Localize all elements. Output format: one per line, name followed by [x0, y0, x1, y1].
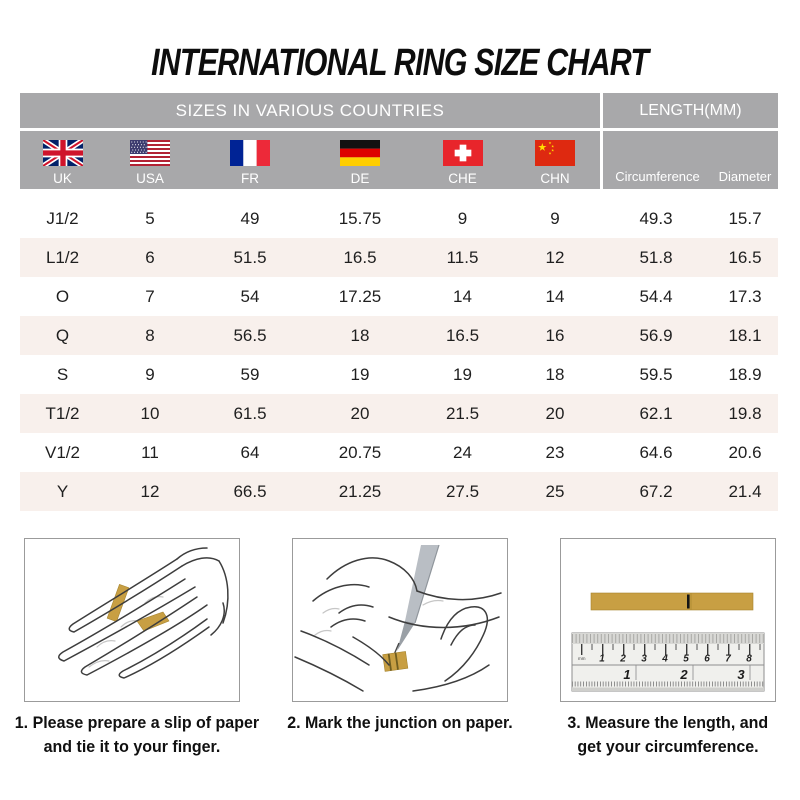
cell-usa: 6: [145, 247, 155, 267]
fr-flag-icon: [230, 140, 270, 166]
country-label: CHN: [540, 171, 570, 186]
country-label: USA: [136, 171, 164, 186]
cell-uk: T1/2: [45, 403, 80, 423]
table-row: [20, 355, 778, 394]
page-title: [0, 42, 800, 85]
ruler-cm-number: 2: [620, 653, 626, 665]
cell-circumference: 51.8: [639, 247, 673, 267]
step-number: 3.: [567, 713, 581, 732]
cell-fr: 61.5: [233, 403, 267, 423]
cell-circumference: 54.4: [639, 286, 673, 306]
cell-che: 11.5: [446, 247, 479, 267]
cell-de: 19: [350, 364, 370, 384]
che-flag-icon: [443, 140, 483, 166]
cell-diameter: 20.6: [728, 442, 762, 462]
cell-de: 15.75: [338, 208, 382, 228]
cell-usa: 11: [141, 442, 159, 462]
cell-de: 20: [350, 403, 370, 423]
cell-circumference: 49.3: [639, 208, 673, 228]
cell-usa: 9: [145, 364, 155, 384]
cell-diameter: 18.1: [728, 325, 762, 345]
table-row: [20, 277, 778, 316]
ruler-inch-number: 1: [623, 667, 631, 682]
cell-usa: 10: [140, 403, 160, 423]
header-sizes-label: SIZES IN VARIOUS COUNTRIES: [20, 93, 600, 128]
cell-uk: O: [55, 286, 70, 306]
column-header-de: [305, 131, 415, 189]
cell-che: 19: [453, 364, 472, 384]
cell-de: 18: [350, 325, 370, 345]
cell-uk: Y: [56, 481, 69, 501]
step-number: 1.: [14, 713, 29, 732]
ruler-cm-number: 5: [683, 653, 689, 665]
cell-fr: 56.5: [233, 325, 267, 345]
table-row: [20, 472, 778, 511]
cell-diameter: 19.8: [728, 403, 762, 423]
hand-with-paper-strip-illustration: [25, 539, 239, 701]
step-text-line2: get your circumference.: [577, 736, 759, 756]
cell-diameter: 15.7: [728, 208, 762, 228]
cell-circumference: 67.2: [639, 481, 673, 501]
cell-chn: 9: [550, 208, 560, 228]
step-number: 2.: [287, 713, 301, 732]
cell-chn: 25: [545, 481, 565, 501]
table-row: [20, 238, 778, 277]
cell-circumference: 64.6: [639, 442, 673, 462]
cell-de: 17.25: [338, 286, 382, 306]
cell-fr: 66.5: [233, 481, 267, 501]
ruler-measurement-illustration: [561, 539, 775, 701]
cell-che: 16.5: [445, 325, 480, 345]
cell-circumference: 59.5: [639, 364, 673, 384]
instruction-step-3: [543, 711, 793, 759]
figure-hand-with-paper-strip: [24, 538, 240, 702]
cell-uk: S: [56, 364, 69, 384]
ruler-cm-number: 4: [662, 653, 668, 665]
figure-mark-junction: [292, 538, 508, 702]
mark-junction-illustration: [293, 539, 507, 701]
de-flag-icon: [340, 140, 380, 166]
cell-fr: 51.5: [233, 247, 267, 267]
cell-usa: 5: [145, 208, 155, 228]
cell-che: 9: [457, 208, 468, 228]
cell-fr: 59: [240, 364, 260, 384]
cell-circumference: 56.9: [639, 325, 673, 345]
cell-diameter: 17.3: [728, 286, 762, 306]
step-text-line2: and tie it to your finger.: [43, 736, 221, 756]
diameter-header: Diameter: [718, 169, 772, 184]
ruler-cm-number: 8: [746, 653, 752, 665]
instruction-step-2: [275, 711, 525, 759]
table-spacer: [20, 189, 778, 199]
cell-uk: L1/2: [45, 247, 80, 267]
column-header-che: [415, 131, 510, 189]
country-label: UK: [53, 171, 72, 186]
country-strip: [20, 131, 600, 189]
ruler-cm-number: 3: [641, 653, 647, 665]
paper-strip: [591, 593, 753, 610]
cell-chn: 23: [545, 442, 565, 462]
instruction-step-1: [7, 711, 260, 759]
ruler-cm-number: 6: [704, 653, 710, 665]
cell-chn: 16: [545, 325, 565, 345]
table-header-top: [20, 93, 778, 128]
ruler-cm-number: 7: [725, 653, 731, 665]
cell-uk: V1/2: [45, 442, 80, 462]
cell-usa: 8: [145, 325, 155, 345]
uk-flag-icon: [43, 140, 83, 166]
instruction-figures: [0, 538, 800, 702]
ruler-cm-number: 1: [599, 653, 605, 665]
cell-che: 27.5: [445, 481, 480, 501]
cell-diameter: 16.5: [728, 247, 762, 267]
ruler-unit-label: mm: [578, 656, 586, 661]
junction-mark: [687, 595, 690, 609]
cell-de: 20.75: [338, 442, 382, 462]
table-row: [20, 199, 778, 238]
circumference-header: Circumference: [615, 169, 700, 184]
cell-chn: 20: [545, 403, 565, 423]
cell-circumference: 62.1: [639, 403, 673, 423]
ruler-inch-number: 2: [680, 667, 688, 682]
cell-che: 24: [453, 442, 472, 462]
cell-diameter: 18.9: [728, 364, 762, 384]
cell-de: 21.25: [338, 481, 382, 501]
ruler: [572, 633, 764, 691]
column-header-usa: [105, 131, 195, 189]
table-row: [20, 394, 778, 433]
cell-fr: 54: [240, 286, 260, 306]
cell-fr: 49: [240, 208, 260, 228]
page-title-text: INTERNATIONAL RING SIZE CHART: [151, 42, 649, 84]
table-row: [20, 433, 778, 472]
column-header-fr: [195, 131, 305, 189]
cell-uk: J1/2: [46, 208, 79, 228]
length-subheader: [603, 131, 778, 189]
cell-de: 16.5: [343, 247, 377, 267]
cell-chn: 14: [545, 286, 565, 306]
column-header-uk: [20, 131, 105, 189]
table-row: [20, 316, 778, 355]
country-label: CHE: [448, 171, 477, 186]
figure-ruler-measurement: [560, 538, 776, 702]
step-text-line1: Measure the length, and: [585, 713, 769, 732]
ring-size-table: [20, 93, 778, 511]
chn-flag-icon: [535, 140, 575, 166]
cell-che: 21.5: [445, 403, 480, 423]
cell-usa: 7: [145, 286, 155, 306]
usa-flag-icon: [130, 140, 170, 166]
column-header-chn: [510, 131, 600, 189]
table-body: [20, 199, 778, 511]
instruction-captions: [0, 711, 800, 759]
cell-chn: 12: [545, 247, 565, 267]
cell-che: 14: [453, 286, 472, 306]
table-header-flags: [20, 131, 778, 189]
cell-usa: 12: [140, 481, 160, 501]
country-label: FR: [241, 171, 259, 186]
cell-uk: Q: [55, 325, 70, 345]
country-label: DE: [350, 171, 370, 186]
step-text-line1: Please prepare a slip of paper: [32, 713, 260, 732]
cell-chn: 18: [545, 364, 565, 384]
cell-fr: 64: [240, 442, 260, 462]
step-text-line1: Mark the junction on paper.: [305, 713, 513, 732]
cell-diameter: 21.4: [728, 481, 762, 501]
ruler-inch-number: 3: [737, 667, 745, 682]
header-length-label: LENGTH(MM): [603, 93, 778, 128]
